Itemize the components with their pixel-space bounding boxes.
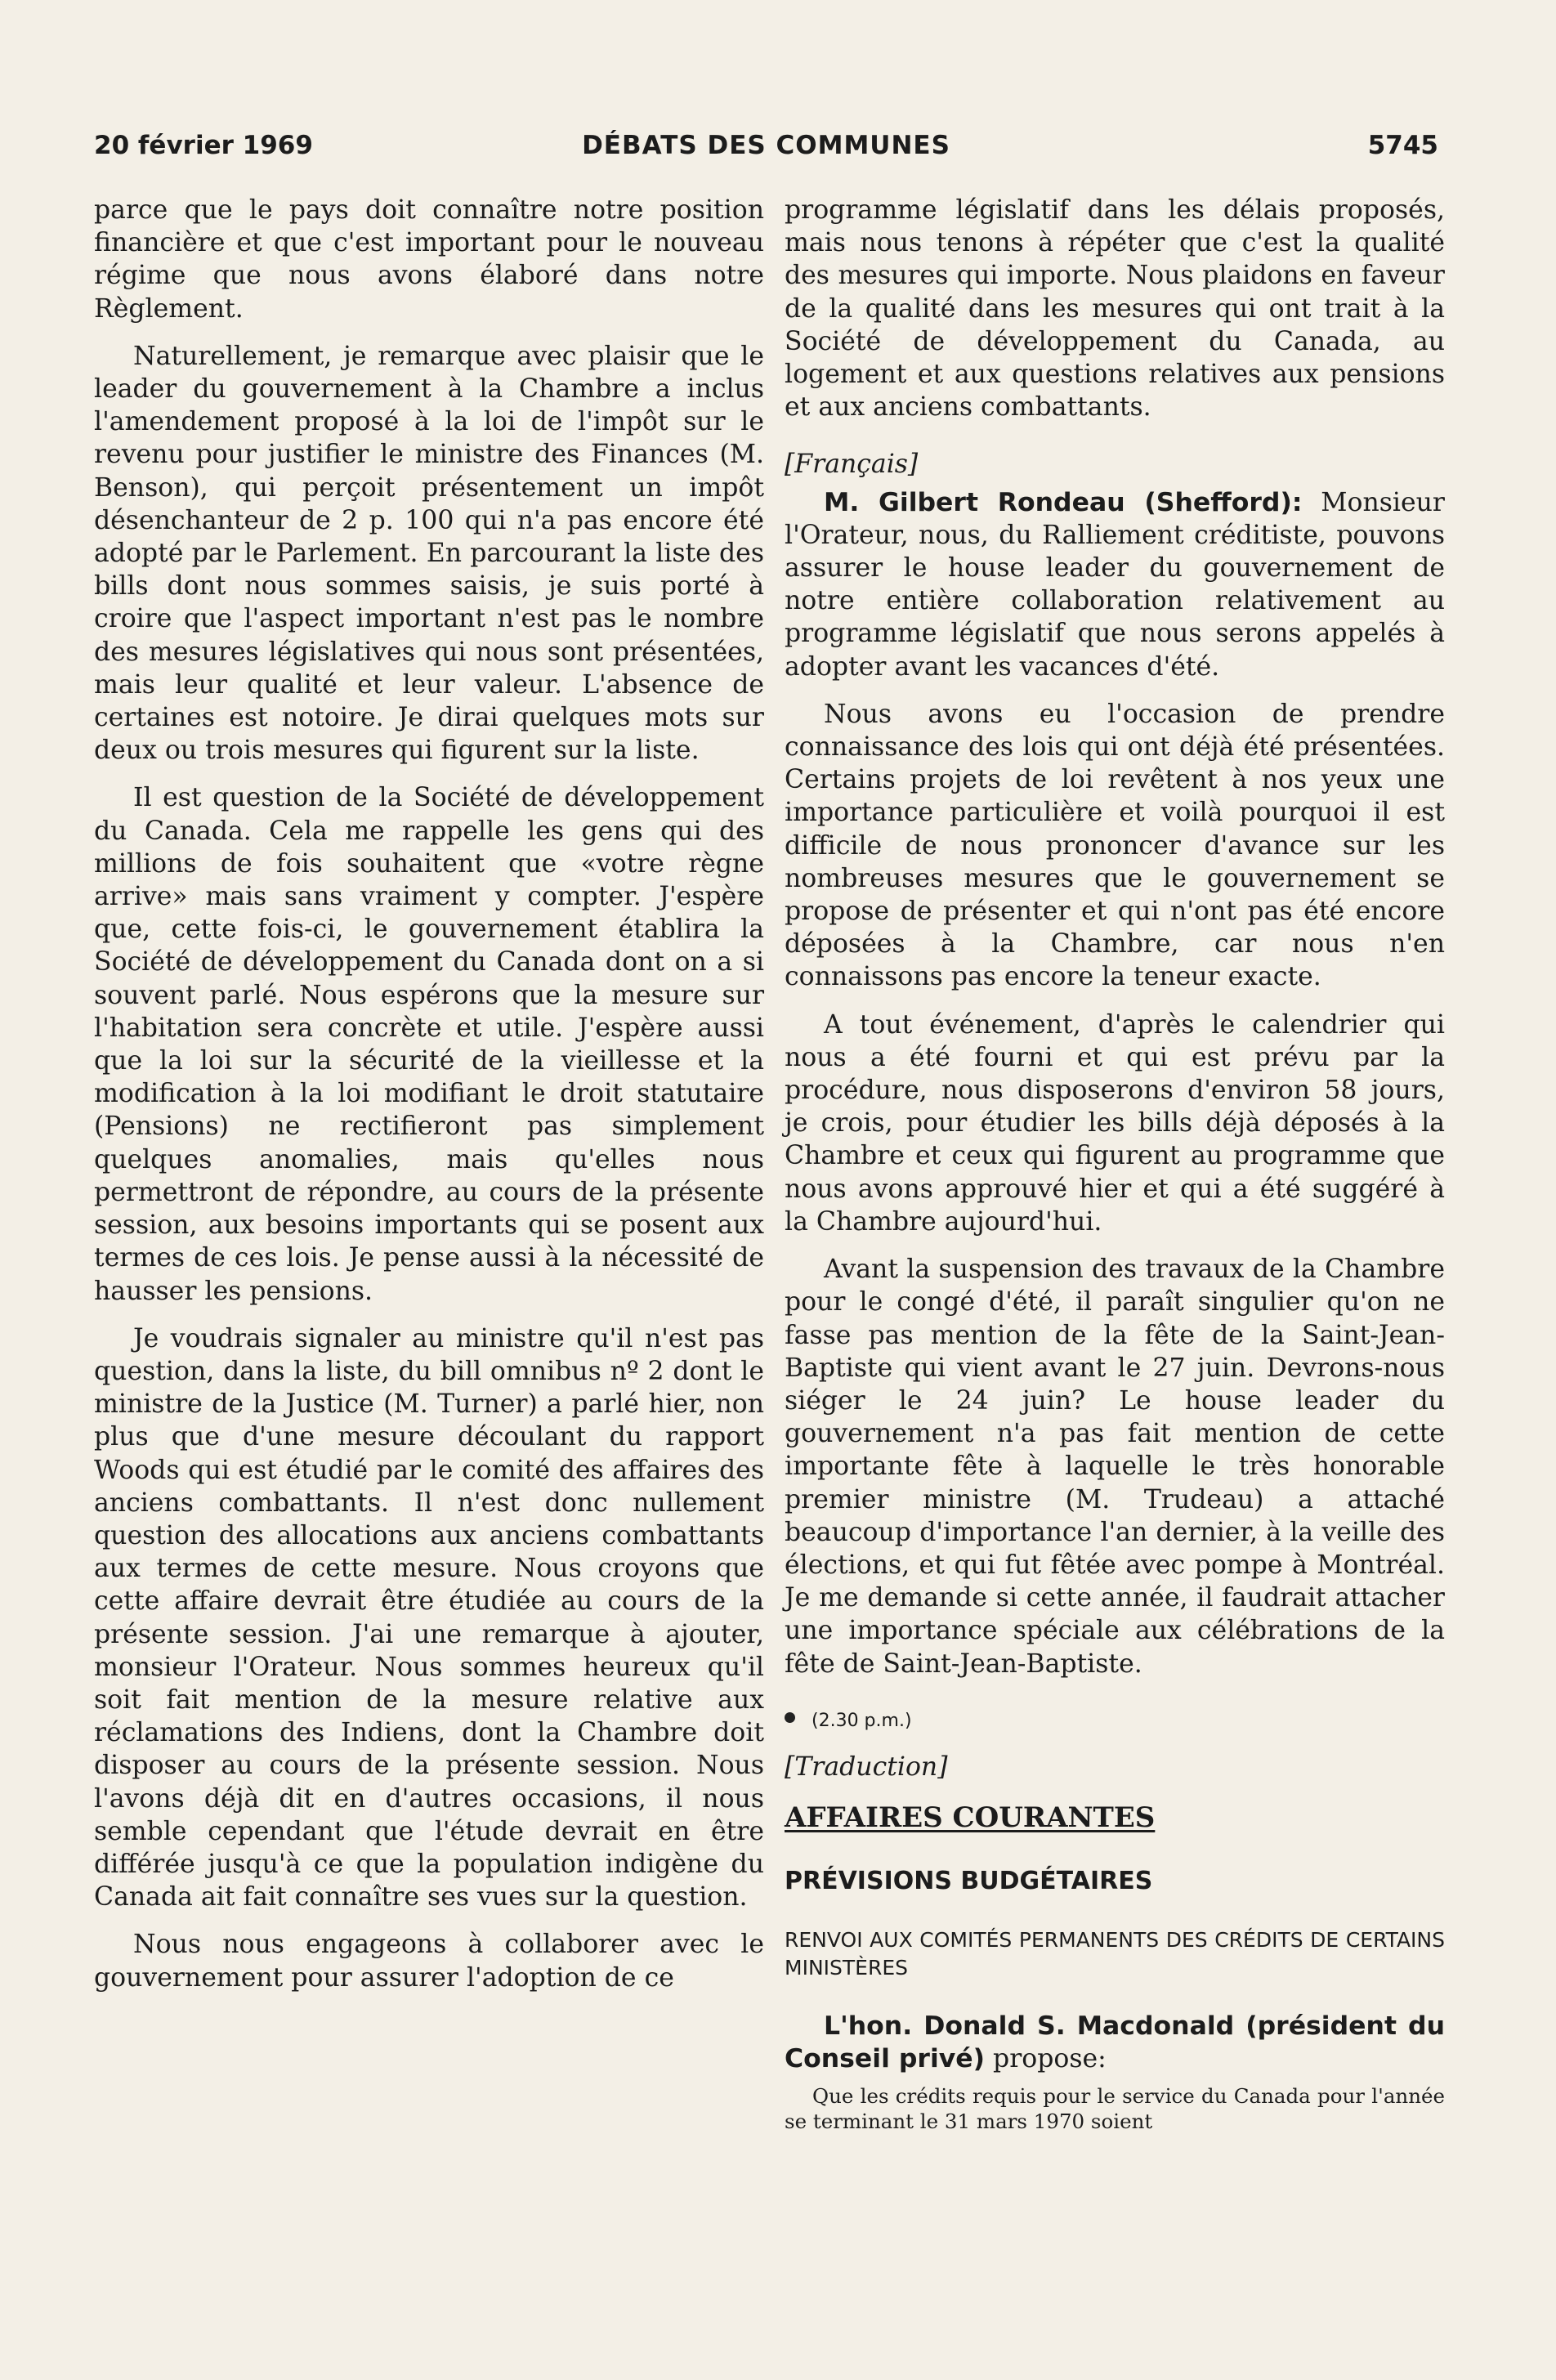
motion-text: Que les crédits requis pour le service du Canada pour l'année se terminant le 31 mars 1970 soient	[785, 2083, 1445, 2133]
header-title: DÉBATS DES COMMUNES	[582, 131, 950, 160]
speech-paragraph	[785, 2010, 1445, 2075]
paragraph: parce que le pays doit connaître notre position financière et que c'est important pour le nouveau régime que nous avons élaboré dans notre Règlement.	[94, 195, 764, 324]
speech-text: propose:	[985, 2043, 1107, 2074]
subsection-heading: PRÉVISIONS BUDGÉTAIRES	[785, 1867, 1153, 1896]
paragraph: A tout événement, d'après le calendrier qui nous a été fourni et qui est prévu par la procédure, nous disposerons d'environ 58 jours, je crois, pour étudier les bills déjà déposés à la Chambre et ceux qui figurent au programme que nous avons approuvé hier et qui a été suggéré à la Chambre aujourd'hui.	[785, 1009, 1445, 1237]
left-column	[94, 194, 764, 1994]
paragraph: Il est question de la Société de développement du Canada. Cela me rappelle les gens qui des millions de fois souhaitent que «votre règne arrive» mais sans vraiment y compter. J'espère que, cette fois-ci, le gouvernement établira la Société de développement du Canada dont on a si souvent parlé. Nous espérons que la mesure sur l'habitation sera concrète et utile. J'espère aussi que la loi sur la sécurité de la vieillesse et la modification à la loi modifiant le droit statutaire (Pensions) ne rectifieront pas simplement quelques anomalies, mais qu'elles nous permettront de répondre, au cours de la présente session, aux besoins importants qui se posent aux termes de ces lois. Je pense aussi à la nécessité de hausser les pensions.	[94, 783, 764, 1306]
paragraph: Je voudrais signaler au ministre qu'il n'est pas question, dans la liste, du bill omnibus nº 2 dont le ministre de la Justice (M. Turner) a parlé hier, non plus que d'une mesure découlant du rapport Woods qui est étudié par le comité des affaires des anciens combattants. Il n'est donc nullement question des allocations aux anciens combattants aux termes de cette mesure. Nous croyons que cette affaire devrait être étudiée au cours de la présente session. J'ai une remarque à ajouter, monsieur l'Orateur. Nous sommes heureux qu'il soit fait mention de la mesure relative aux réclamations des Indiens, dont la Chambre doit disposer au cours de la présente session. Nous l'avons déjà dit en d'autres occasions, il nous semble cependant que l'étude devrait en être différée jusqu'à ce que la population indigène du Canada ait fait connaître ses vues sur la question.	[94, 1323, 764, 1912]
right-column	[785, 194, 1445, 2134]
paragraph: Nous avons eu l'occasion de prendre connaissance des lois qui ont déjà été présentées. Certains projets de loi revêtent à nos yeux une importance particulière et voilà pourquoi il est difficile de nous prononcer d'avance sur les nombreuses mesures que le gouvernement se propose de présenter et qui n'ont pas été encore déposées à la Chambre, car nous n'en connaissons pas encore la teneur exacte.	[785, 699, 1445, 992]
speaker-name: L'hon. Donald S. Macdonald (président du Conseil privé)	[785, 2011, 1445, 2074]
item-heading: RENVOI AUX COMITÉS PERMANENTS DES CRÉDITS DE CERTAINS MINISTÈRES	[785, 1927, 1445, 1980]
language-tag: [Traduction]	[785, 1751, 948, 1782]
time-stamp	[785, 1702, 1445, 1738]
language-tag: [Français]	[785, 450, 919, 480]
paragraph: programme législatif dans les délais proposés, mais nous tenons à répéter que c'est la qualité des mesures qui importe. Nous plaidons en faveur de la qualité dans les mesures qui ont trait à la Société de développement du Canada, au logement et aux questions relatives aux pensions et aux anciens combattants.	[785, 195, 1445, 423]
paragraph: Naturellement, je remarque avec plaisir que le leader du gouvernement à la Chambre a inclus l'amendement proposé à la loi de l'impôt sur le revenu pour justifier le ministre des Finances (M. Benson), qui perçoit présentement un impôt désenchanteur de 2 p. 100 qui n'a pas encore été adopté par le Parlement. En parcourant la liste des bills dont nous sommes saisis, je suis porté à croire que l'aspect important n'est pas le nombre des mesures législatives qui nous sont présentées, mais leur qualité et leur valeur. L'absence de certaines est notoire. Je dirai quelques mots sur deux ou trois mesures qui figurent sur la liste.	[94, 341, 764, 766]
header-date: 20 février 1969	[94, 131, 313, 160]
paragraph: Nous nous engageons à collaborer avec le gouvernement pour assurer l'adoption de ce	[94, 1930, 764, 1993]
speaker-name: M. Gilbert Rondeau (Shefford):	[824, 487, 1303, 517]
section-heading: AFFAIRES COURANTES	[785, 1801, 1156, 1835]
header-page-number: 5745	[1367, 131, 1438, 160]
bullet-icon	[785, 1712, 795, 1723]
paragraph: Avant la suspension des travaux de la Chambre pour le congé d'été, il paraît singulier qu'on ne fasse pas mention de la fête de la Saint-Jean-Baptiste qui vient avant le 27 juin. Devrons-nous siéger le 24 juin? Le house leader du gouvernement n'a pas fait mention de cette importante fête à laquelle le très honorable premier ministre (M. Trudeau) a attaché beaucoup d'importance l'an dernier, à la veille des élections, et qui fut fêtée avec pompe à Montréal. Je me demande si cette année, il faudrait attacher une importance spéciale aux célébrations de la fête de Saint-Jean-Baptiste.	[785, 1255, 1445, 1679]
speech-text: Monsieur l'Orateur, nous, du Ralliement créditiste, pouvons assurer le house leader du gouvernement de notre entière collaboration relativement au programme législatif que nous serons appelés à adopter avant les vacances d'été.	[785, 487, 1445, 682]
speech-paragraph	[785, 486, 1445, 683]
time-text: (2.30 p.m.)	[812, 1710, 912, 1731]
